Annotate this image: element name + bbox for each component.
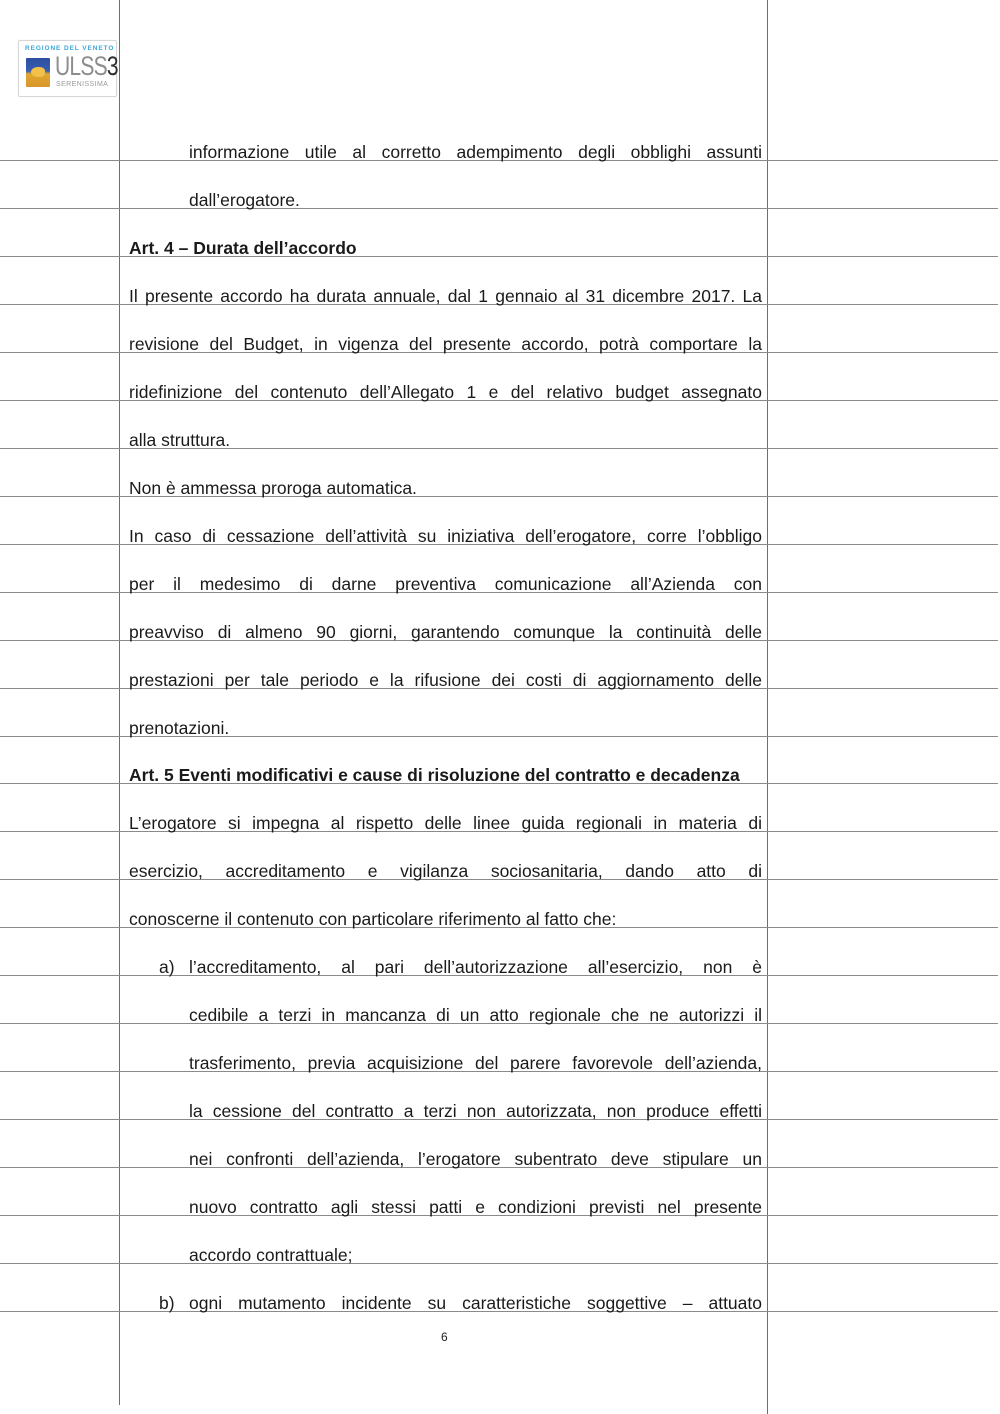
section-heading: Art. 4 – Durata dell’accordo xyxy=(129,238,357,258)
section-heading: Art. 5 Eventi modificativi e cause di risoluzione del contratto e decadenza xyxy=(129,765,740,785)
text-line: l’accreditamento, al pari dell’autorizzazione all’esercizio, non è xyxy=(189,957,762,977)
logo-name xyxy=(55,53,118,80)
text-line: L’erogatore si impegna al rispetto delle linee guida regionali in materia di xyxy=(129,813,762,833)
left-margin-rule xyxy=(119,0,120,1405)
text-line: informazione utile al corretto adempimento degli obblighi assunti xyxy=(189,142,762,162)
ulss3-logo xyxy=(18,40,117,97)
text-line: la cessione del contratto a terzi non autorizzata, non produce effetti xyxy=(189,1101,762,1121)
text-line: esercizio, accreditamento e vigilanza sociosanitaria, dando atto di xyxy=(129,861,762,881)
text-line: nei confronti dell’azienda, l’erogatore subentrato deve stipulare un xyxy=(189,1149,762,1169)
ruled-line xyxy=(0,208,998,209)
logo-name-number: 3 xyxy=(106,51,118,81)
text-line: In caso di cessazione dell’attività su iniziativa dell’erogatore, corre l’obbligo xyxy=(129,526,762,546)
text-line: prestazioni per tale periodo e la rifusione dei costi di aggiornamento delle xyxy=(129,670,762,690)
list-marker: b) xyxy=(159,1293,175,1313)
page-number: 6 xyxy=(441,1330,448,1344)
text-line: Il presente accordo ha durata annuale, dal 1 gennaio al 31 dicembre 2017. La xyxy=(129,286,762,306)
text-line: Non è ammessa proroga automatica. xyxy=(129,478,417,498)
text-line: prenotazioni. xyxy=(129,718,230,738)
text-line: accordo contrattuale; xyxy=(189,1245,353,1265)
text-line: alla struttura. xyxy=(129,430,231,450)
text-line: dall’erogatore. xyxy=(189,190,300,210)
right-margin-rule xyxy=(767,0,768,1414)
text-line: conoscerne il contenuto con particolare riferimento al fatto che: xyxy=(129,909,617,929)
text-line: ogni mutamento incidente su caratteristiche soggettive – attuato xyxy=(189,1293,762,1313)
text-line: preavviso di almeno 90 giorni, garantendo comunque la continuità delle xyxy=(129,622,762,642)
logo-region-text: REGIONE DEL VENETO xyxy=(25,45,115,52)
logo-name-prefix: ULSS xyxy=(55,51,107,81)
list-marker: a) xyxy=(159,957,175,977)
ruled-line xyxy=(0,1263,998,1264)
text-line: trasferimento, previa acquisizione del parere favorevole dell’azienda, xyxy=(189,1053,762,1073)
text-line: revisione del Budget, in vigenza del presente accordo, potrà comportare la xyxy=(129,334,762,354)
text-line: cedibile a terzi in mancanza di un atto regionale che ne autorizzi il xyxy=(189,1005,762,1025)
lion-crest-icon xyxy=(26,58,50,87)
text-line: nuovo contratto agli stessi patti e condizioni previsti nel presente xyxy=(189,1197,762,1217)
text-line: ridefinizione del contenuto dell’Allegato 1 e del relativo budget assegnato xyxy=(129,382,762,402)
text-line: per il medesimo di darne preventiva comunicazione all’Azienda con xyxy=(129,574,762,594)
logo-subtitle: SERENISSIMA xyxy=(56,81,109,88)
